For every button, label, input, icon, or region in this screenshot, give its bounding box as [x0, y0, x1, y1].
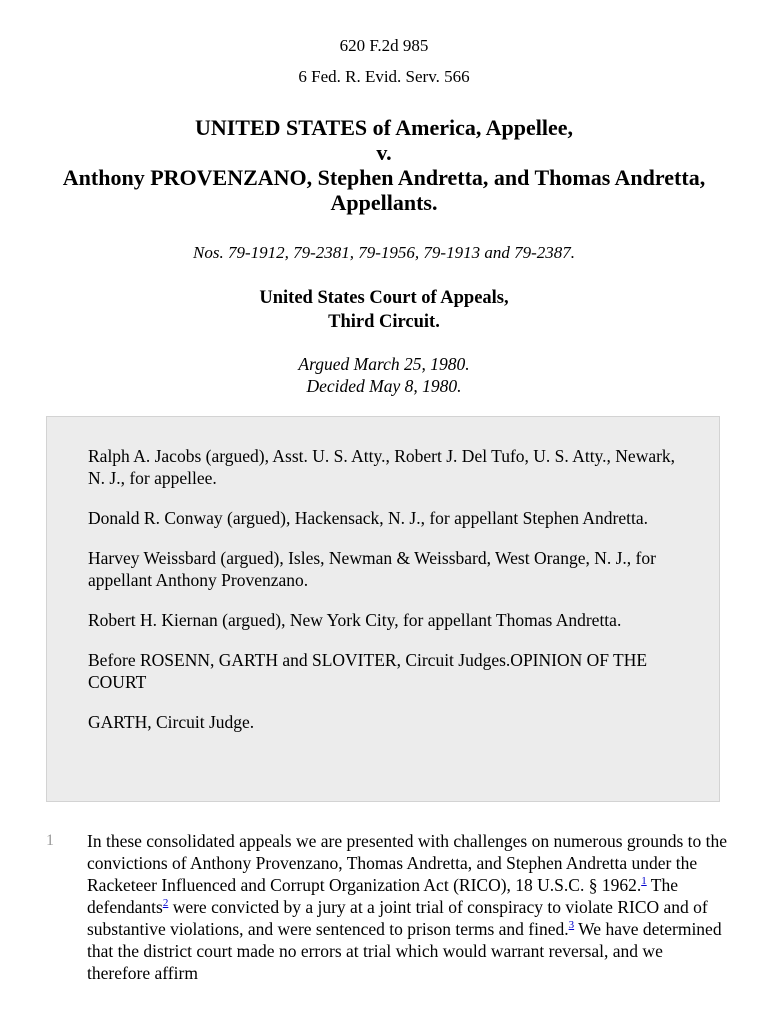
case-title — [40, 115, 728, 215]
footnote-link-3[interactable]: 3 — [568, 919, 575, 932]
docket-numbers: Nos. 79-1912, 79-2381, 79-1956, 79-1913 and 79-2387. — [192, 243, 575, 262]
paragraph-text-part3: were convicted by a jury at a joint trial of conspiracy to violate RICO and of substantive violations, and were sentenced to prison terms and fined. — [87, 897, 708, 939]
counsel-stephen-andretta: Donald R. Conway (argued), Hackensack, N. J., for appellant Stephen Andretta. — [88, 508, 649, 528]
counsel-anthony-provenzano: Harvey Weissbard (argued), Isles, Newman & Weissbard, West Orange, N. J., for appellant Anthony Provenzano. — [88, 548, 656, 590]
panel-judges: Before ROSENN, GARTH and SLOVITER, Circuit Judges.OPINION OF THE COURT — [88, 650, 648, 692]
footnote-link-1[interactable]: 1 — [641, 875, 647, 888]
case-dates — [0, 353, 768, 397]
footnote-link-2[interactable]: 2 — [162, 897, 169, 910]
opinion-author: GARTH, Circuit Judge. — [88, 712, 255, 732]
paragraph-text-part2: The defendants — [87, 875, 678, 917]
case-title-appellants: Anthony PROVENZANO, Stephen Andretta, and Thomas Andretta, Appellants. — [62, 165, 706, 215]
counsel-appellee: Ralph A. Jacobs (argued), Asst. U. S. Atty., Robert J. Del Tufo, U. S. Atty., Newark, N. J., for appellee. — [88, 446, 676, 488]
counsel-thomas-andretta: Robert H. Kiernan (argued), New York City, for appellant Thomas Andretta. — [88, 610, 622, 630]
argued-date: Argued March 25, 1980. — [298, 354, 470, 374]
paragraph-text — [87, 830, 727, 984]
case-title-versus: v. — [376, 140, 392, 165]
citation-reporter: 620 F.2d 985 — [339, 36, 429, 55]
decided-date: Decided May 8, 1980. — [306, 376, 462, 396]
paragraph-text-part4: We have determined that the district court made no errors at trial which would warrant reversal, and we therefore affirm — [87, 919, 722, 983]
case-title-appellee: UNITED STATES of America, Appellee, — [194, 115, 574, 140]
court-name — [0, 286, 768, 334]
court-name-line1: United States Court of Appeals, — [259, 288, 509, 308]
paragraph-text-part1: In these consolidated appeals we are presented with challenges on numerous grounds to the convictions of Anthony Provenzano, Thomas Andretta, and Stephen Andretta under the Racketeer Influenced and Corrupt Organization Act (RICO), 18 U.S.C. § 1962. — [87, 831, 728, 895]
paragraph-number: 1 — [46, 832, 54, 849]
counsel-box — [46, 416, 720, 802]
court-name-line2: Third Circuit. — [328, 312, 440, 332]
citation-evid: 6 Fed. R. Evid. Serv. 566 — [298, 67, 470, 86]
